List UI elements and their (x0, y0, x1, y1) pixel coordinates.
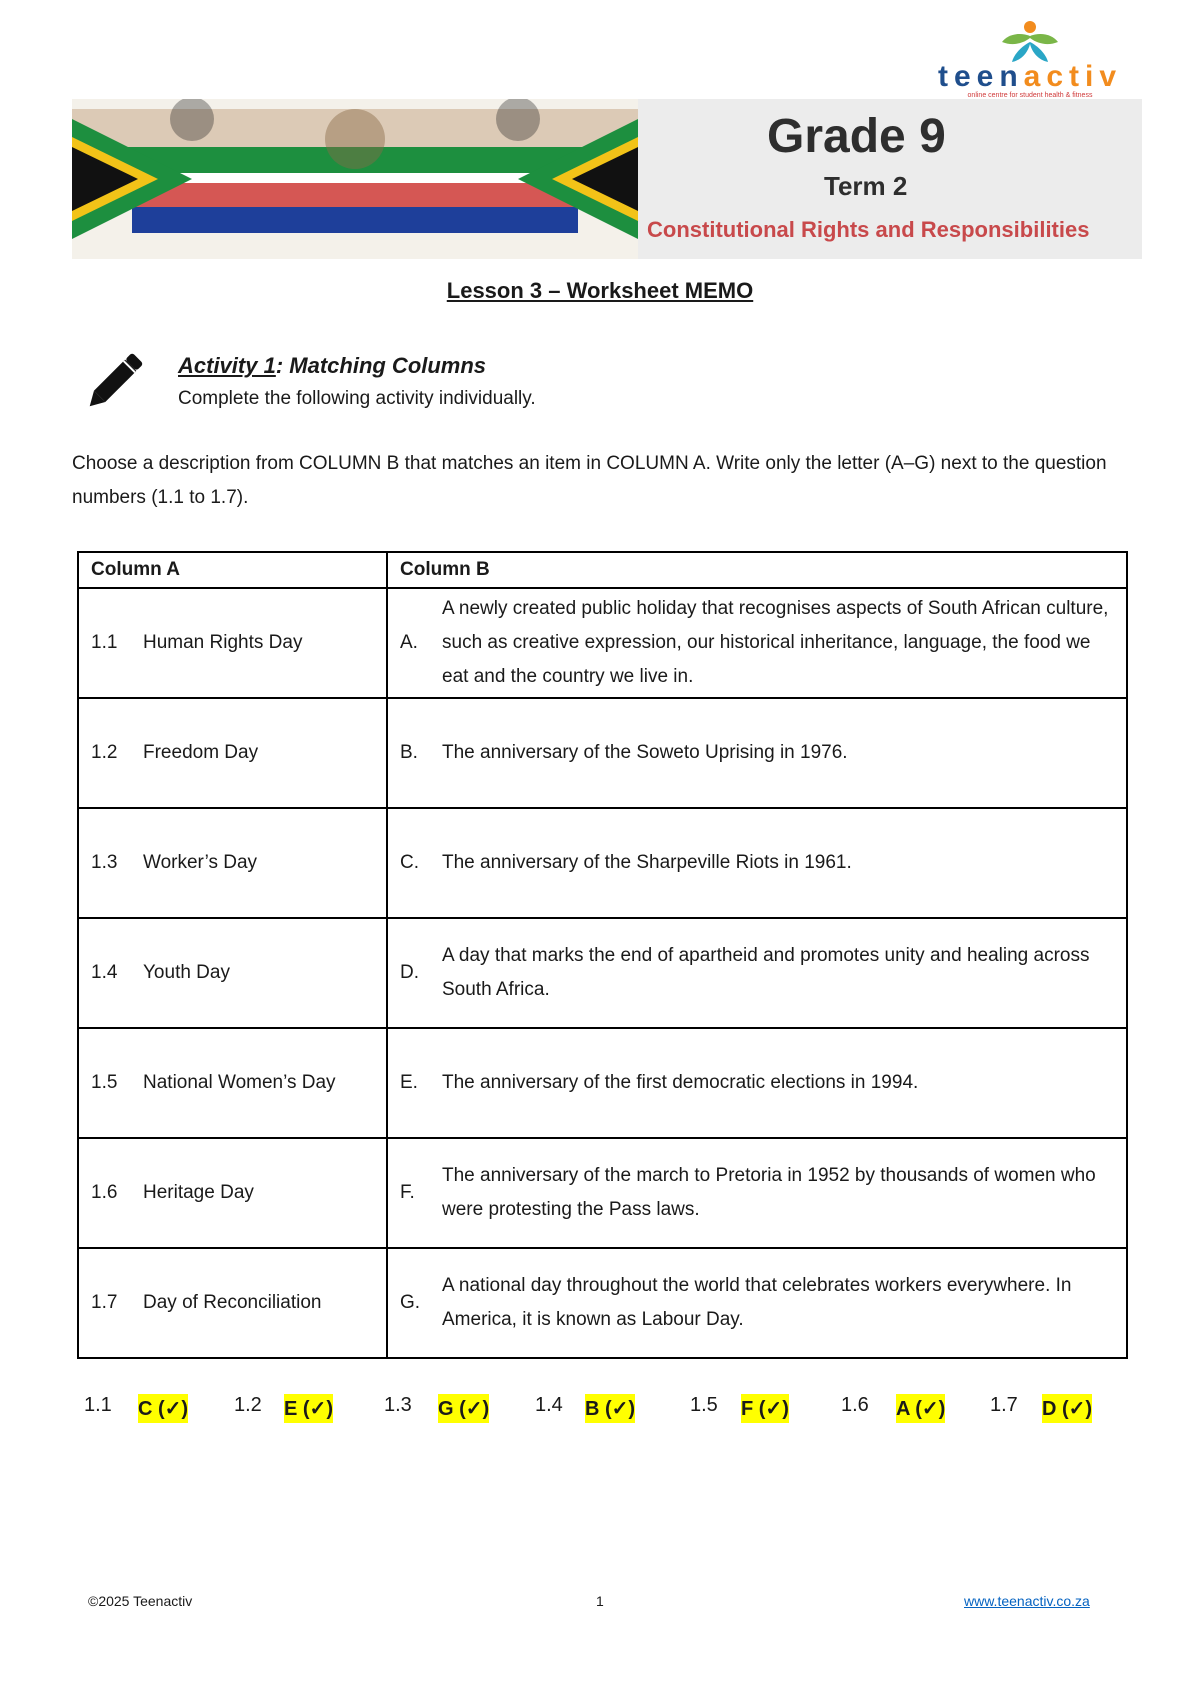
item-name: Freedom Day (143, 742, 259, 763)
item-number: 1.6 (91, 1182, 118, 1203)
answer-letter: B (✓) (585, 1394, 635, 1423)
item-number: 1.2 (91, 742, 118, 763)
teenactiv-logo (925, 20, 1135, 98)
activity-title (178, 353, 486, 379)
topic-subtitle: Constitutional Rights and Responsibilities (647, 217, 1090, 242)
answer-item (690, 1394, 789, 1420)
item-name: Human Rights Day (143, 632, 303, 653)
item-name: Youth Day (143, 962, 230, 983)
description-letter: F. (400, 1182, 415, 1203)
table-row (78, 1028, 1127, 1138)
logo-figure-icon (1000, 20, 1060, 64)
answer-letter: C (✓) (138, 1394, 188, 1423)
activity-instruction: Complete the following activity individually. (178, 388, 536, 409)
activity-label: Activity 1 (178, 353, 276, 378)
column-b-cell (387, 808, 1127, 918)
logo-word-activ: activ (1023, 60, 1123, 93)
pencil-icon (78, 338, 158, 418)
item-number: 1.4 (91, 962, 118, 983)
description-letter: B. (400, 742, 418, 763)
description-letter: C. (400, 852, 419, 873)
description-letter: D. (400, 962, 419, 983)
description-text: The anniversary of the first democratic elections in 1994. (442, 1072, 919, 1093)
logo-word-teen: teen (937, 60, 1024, 93)
column-b-cell (387, 1138, 1127, 1248)
item-name: Day of Reconciliation (143, 1292, 322, 1313)
answer-number: 1.5 (690, 1394, 718, 1416)
answer-letter: E (✓) (284, 1394, 333, 1423)
answer-item (841, 1394, 946, 1420)
answer-number: 1.2 (234, 1394, 262, 1416)
footer-website-link[interactable]: www.teenactiv.co.za (964, 1593, 1090, 1609)
header-banner (72, 99, 1142, 259)
footer-page-number: 1 (596, 1593, 604, 1609)
matching-columns-table (77, 551, 1128, 1359)
description-letter: E. (400, 1072, 418, 1093)
item-number: 1.1 (91, 632, 118, 653)
logo-tagline: online centre for student health & fitness (967, 92, 1093, 99)
intro-paragraph: Choose a description from COLUMN B that matches an item in COLUMN A. Write only the letter (A–G) next to the question numbers (1.1 to 1.7). (72, 453, 1107, 508)
answer-number: 1.4 (535, 1394, 563, 1416)
column-b-cell (387, 588, 1127, 698)
column-a-cell (78, 808, 387, 918)
column-a-cell (78, 1248, 387, 1358)
description-text: A national day throughout the world that celebrates workers everywhere. In America, it is known as Labour Day. (442, 1275, 1072, 1330)
answer-letter: G (✓) (438, 1394, 489, 1423)
item-number: 1.5 (91, 1072, 118, 1093)
table-row (78, 808, 1127, 918)
answer-item (535, 1394, 636, 1420)
answer-item (234, 1394, 333, 1420)
answer-letter: F (✓) (741, 1394, 789, 1423)
item-name: Worker’s Day (143, 852, 258, 873)
answer-letter: A (✓) (896, 1394, 945, 1423)
table-row (78, 588, 1127, 698)
term-label: Term 2 (824, 171, 908, 201)
answer-item (84, 1394, 189, 1420)
footer-copyright: ©2025 Teenactiv (88, 1593, 193, 1609)
grade-title: Grade 9 (767, 110, 946, 163)
answer-number: 1.1 (84, 1394, 112, 1416)
flag-artwork-image (72, 99, 638, 259)
column-b-cell (387, 1028, 1127, 1138)
table-row (78, 698, 1127, 808)
description-text: The anniversary of the march to Pretoria in 1952 by thousands of women who were protesting the Pass laws. (442, 1165, 1096, 1220)
item-name: National Women’s Day (143, 1072, 336, 1093)
item-number: 1.3 (91, 852, 118, 873)
table-row (78, 1248, 1127, 1358)
table-header-row (78, 552, 1127, 588)
column-b-cell (387, 1248, 1127, 1358)
description-text: The anniversary of the Sharpeville Riots in 1961. (442, 852, 852, 873)
answer-letter: D (✓) (1042, 1394, 1092, 1423)
column-a-cell (78, 918, 387, 1028)
answer-item (384, 1394, 490, 1420)
column-b-cell (387, 918, 1127, 1028)
description-letter: G. (400, 1292, 421, 1313)
item-name: Heritage Day (143, 1182, 254, 1203)
logo-wordmark (925, 62, 1135, 92)
column-a-cell (78, 588, 387, 698)
table-row (78, 1138, 1127, 1248)
column-a-cell (78, 1138, 387, 1248)
answer-item (990, 1394, 1093, 1420)
description-text: A day that marks the end of apartheid and promotes unity and healing across South Africa. (442, 945, 1090, 1000)
column-b-header: Column B (387, 552, 1127, 588)
table-row (78, 918, 1127, 1028)
answer-number: 1.3 (384, 1394, 412, 1416)
activity-title-text: : Matching Columns (275, 353, 487, 378)
description-text: The anniversary of the Soweto Uprising in 1976. (442, 742, 848, 763)
lesson-title: Lesson 3 – Worksheet MEMO (446, 278, 754, 303)
column-a-header: Column A (78, 552, 387, 588)
description-text: A newly created public holiday that recognises aspects of South African culture, such as creative expression, our historical inheritance, language, the food we eat and the country we live in. (442, 598, 1109, 687)
column-a-cell (78, 698, 387, 808)
answer-number: 1.6 (841, 1394, 869, 1416)
item-number: 1.7 (91, 1292, 118, 1313)
description-letter: A. (400, 632, 418, 653)
answer-number: 1.7 (990, 1394, 1018, 1416)
column-b-cell (387, 698, 1127, 808)
column-a-cell (78, 1028, 387, 1138)
